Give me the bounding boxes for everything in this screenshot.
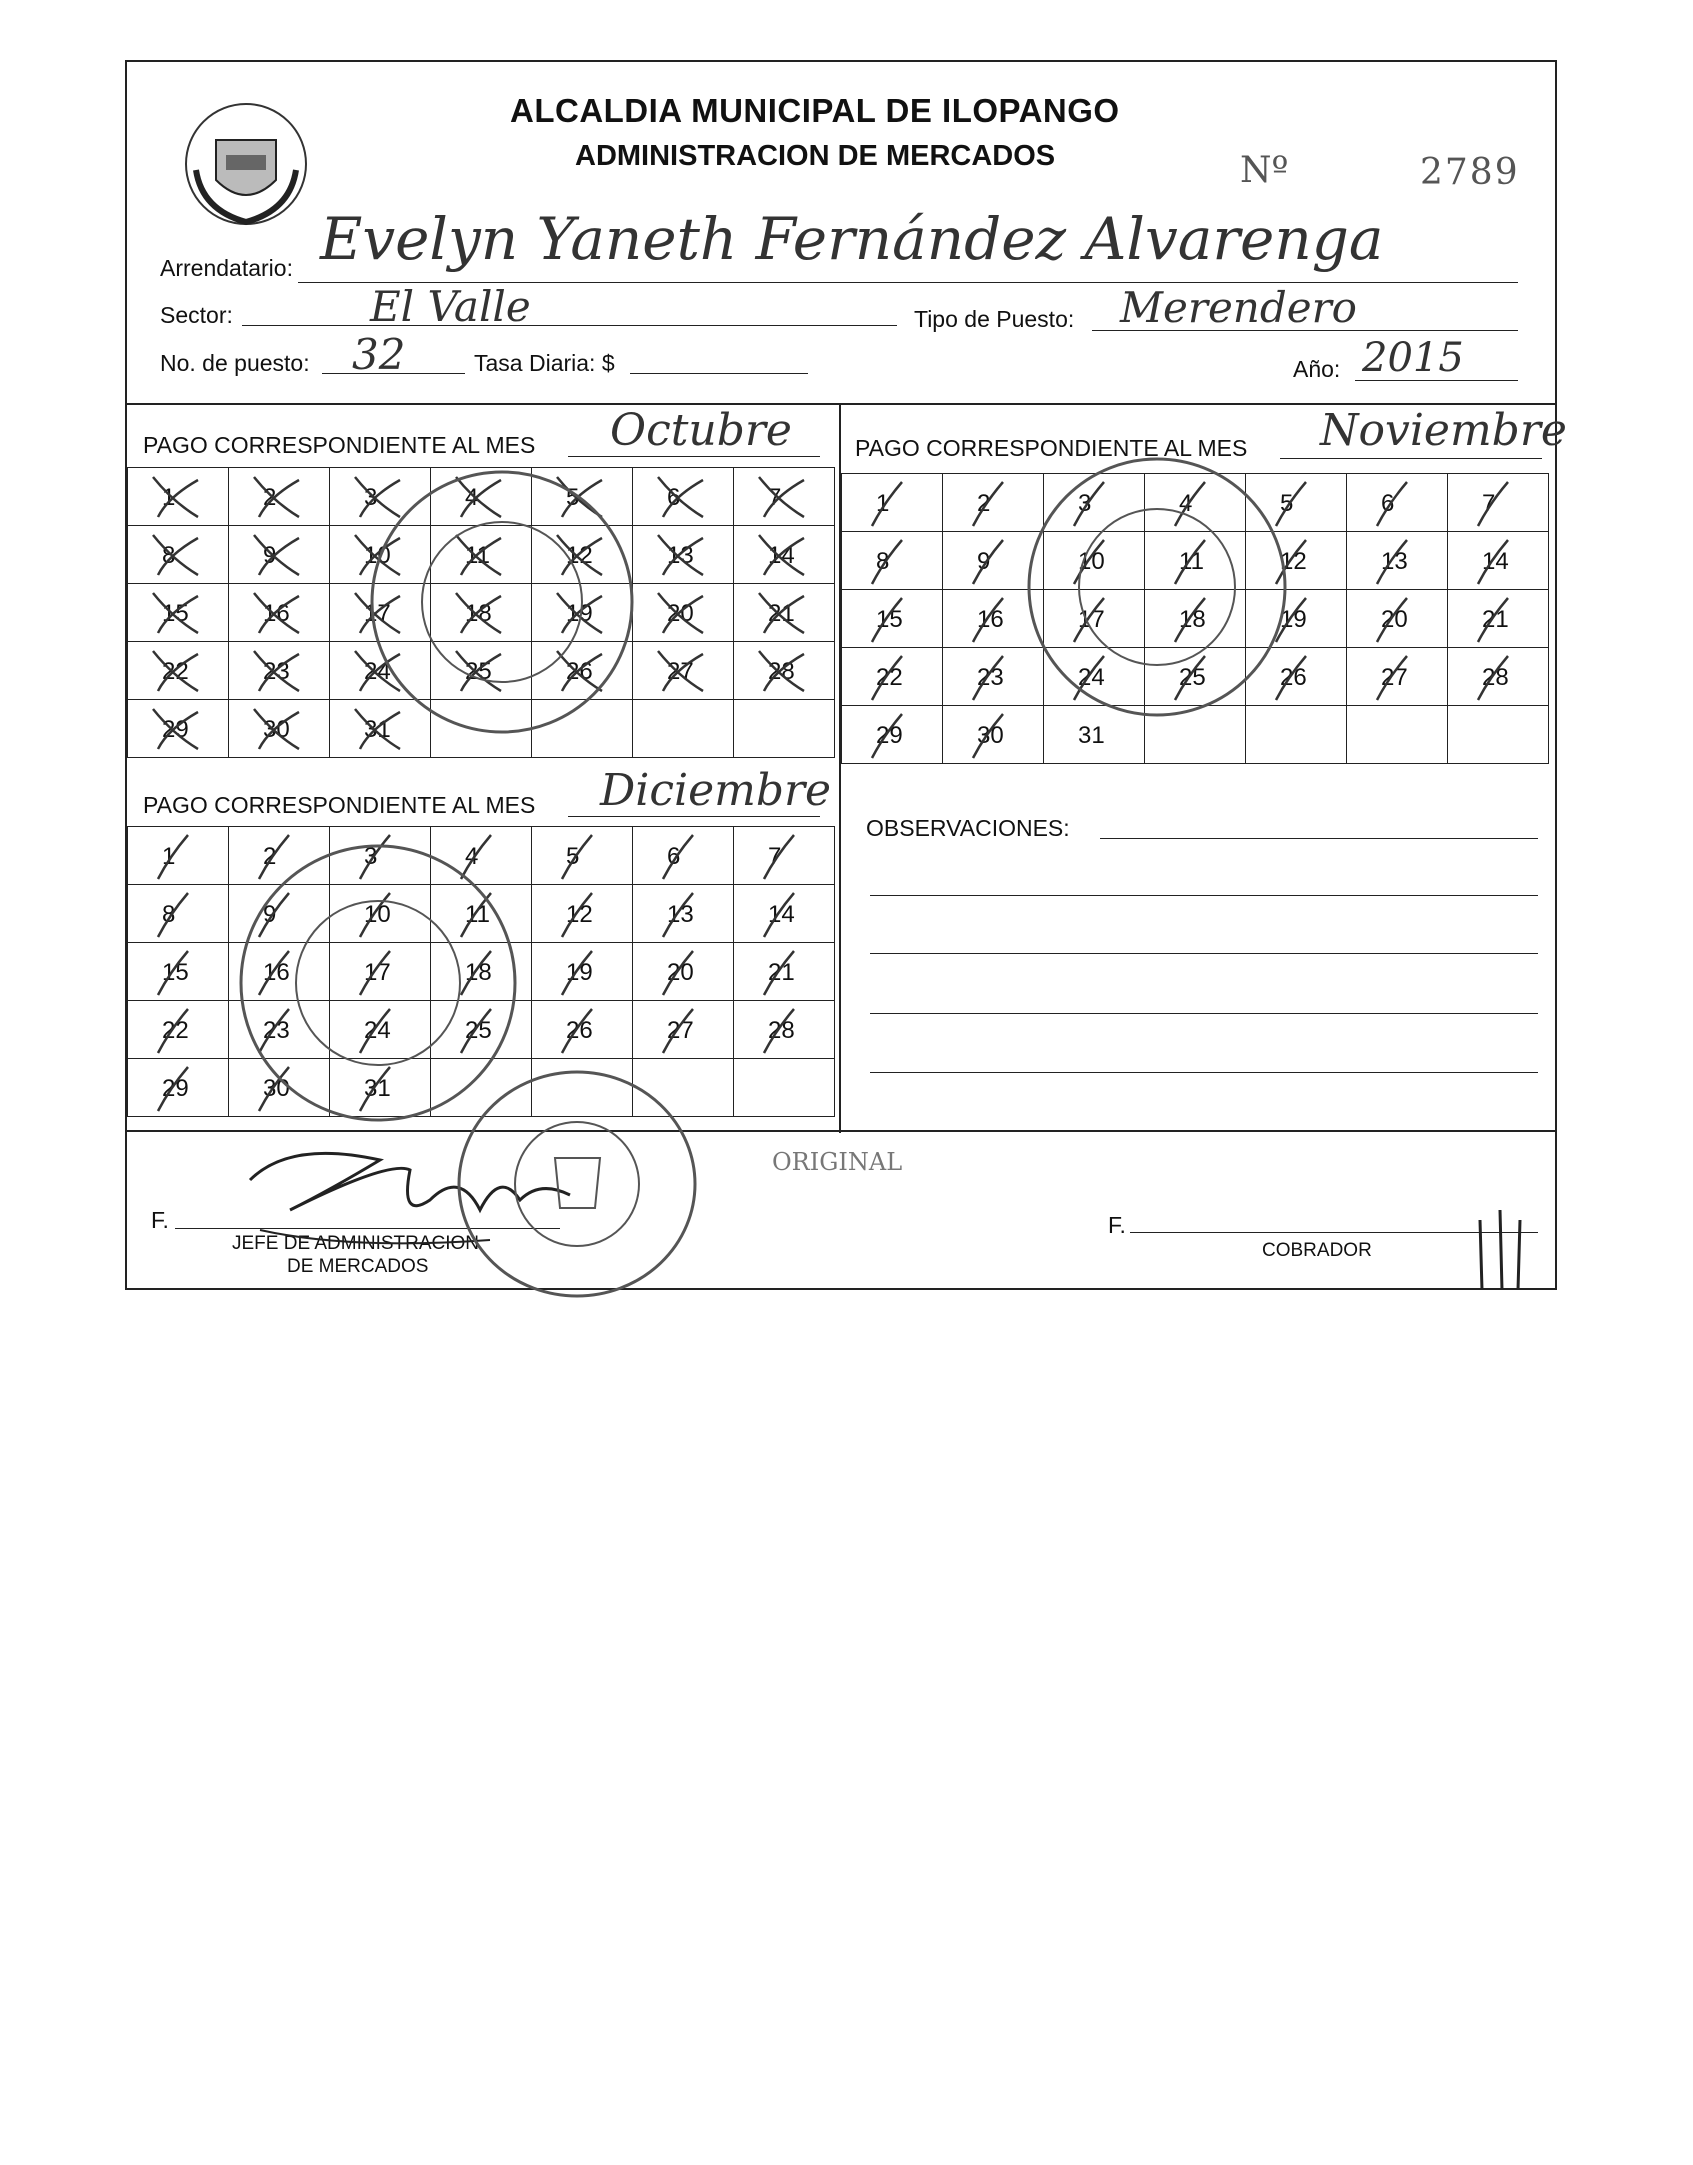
day-cell[interactable] — [1448, 648, 1549, 706]
day-number: 27 — [667, 1017, 694, 1044]
paid-mark-icon — [451, 831, 511, 881]
paid-mark-icon — [862, 536, 922, 586]
day-cell[interactable] — [128, 642, 229, 700]
day-cell[interactable] — [633, 584, 734, 642]
day-number: 30 — [263, 1075, 290, 1102]
day-cell[interactable] — [229, 1059, 330, 1117]
day-number: 24 — [364, 1017, 391, 1044]
paid-mark-icon — [148, 889, 208, 939]
day-number: 1 — [162, 843, 176, 870]
day-number: 2 — [263, 484, 277, 511]
day-cell[interactable] — [633, 1001, 734, 1059]
form-number: 2789 — [1420, 152, 1520, 193]
day-cell[interactable] — [943, 706, 1044, 764]
day-cell[interactable] — [1044, 648, 1145, 706]
day-cell[interactable] — [1145, 648, 1246, 706]
day-cell[interactable] — [1246, 648, 1347, 706]
day-cell[interactable] — [943, 474, 1044, 532]
day-cell[interactable] — [633, 526, 734, 584]
day-number: 20 — [667, 600, 694, 627]
paid-mark-icon — [653, 831, 713, 881]
observaciones-line-5[interactable] — [870, 1072, 1538, 1073]
day-cell[interactable] — [842, 474, 943, 532]
day-cell[interactable] — [431, 526, 532, 584]
day-cell[interactable] — [1246, 532, 1347, 590]
day-cell[interactable] — [532, 584, 633, 642]
day-number: 14 — [768, 901, 795, 928]
calendar-row — [842, 648, 1549, 706]
calendar-row — [128, 943, 835, 1001]
paid-mark-icon — [1367, 478, 1427, 528]
calendar-row — [128, 526, 835, 584]
original-watermark: ORIGINAL — [772, 1148, 903, 1176]
day-number: 10 — [364, 901, 391, 928]
day-cell[interactable] — [431, 827, 532, 885]
day-cell[interactable] — [943, 648, 1044, 706]
jefe-title: JEFE DE ADMINISTRACION — [232, 1233, 480, 1254]
day-number: 24 — [1078, 664, 1105, 691]
day-number: 22 — [876, 664, 903, 691]
month-oct-value[interactable]: Octubre — [610, 405, 792, 456]
day-number: 31 — [364, 716, 391, 743]
month-oct-line — [568, 456, 820, 457]
day-number: 7 — [768, 843, 782, 870]
calendar-dec — [127, 826, 835, 1117]
day-number: 23 — [263, 1017, 290, 1044]
day-number: 15 — [876, 606, 903, 633]
day-number: 17 — [364, 600, 391, 627]
day-cell[interactable] — [128, 700, 229, 758]
day-cell[interactable] — [1044, 706, 1145, 764]
day-cell[interactable] — [734, 700, 835, 758]
day-number: 4 — [465, 843, 479, 870]
day-cell[interactable] — [842, 648, 943, 706]
day-cell[interactable] — [431, 642, 532, 700]
paid-mark-icon — [249, 472, 309, 522]
day-number: 8 — [162, 901, 176, 928]
day-number: 19 — [1280, 606, 1307, 633]
day-number: 10 — [1078, 548, 1105, 575]
day-cell[interactable] — [532, 642, 633, 700]
month-dec-value[interactable]: Diciembre — [600, 765, 832, 816]
firma-cobrador-label: F. — [1108, 1212, 1126, 1238]
observaciones-line-4[interactable] — [870, 1013, 1538, 1014]
calendar-row — [842, 532, 1549, 590]
day-cell[interactable] — [532, 1059, 633, 1117]
day-cell[interactable] — [1145, 590, 1246, 648]
month-dec-line — [568, 816, 820, 817]
day-cell[interactable] — [1246, 590, 1347, 648]
day-number: 28 — [1482, 664, 1509, 691]
day-number: 3 — [364, 484, 378, 511]
day-cell[interactable] — [633, 642, 734, 700]
day-cell[interactable] — [431, 885, 532, 943]
day-cell[interactable] — [633, 943, 734, 1001]
month-nov-label: PAGO CORRESPONDIENTE AL MES — [855, 435, 1248, 461]
day-cell[interactable] — [842, 590, 943, 648]
observaciones-line-2[interactable] — [870, 895, 1538, 896]
paid-mark-icon — [148, 530, 208, 580]
day-number: 11 — [465, 901, 490, 928]
day-number: 25 — [465, 658, 492, 685]
day-number: 28 — [768, 658, 795, 685]
number-label: Nº — [1240, 150, 1289, 191]
page-subtitle: ADMINISTRACION DE MERCADOS — [575, 140, 1056, 172]
day-cell[interactable] — [734, 1059, 835, 1117]
day-cell[interactable] — [734, 827, 835, 885]
day-number: 3 — [364, 843, 378, 870]
day-number: 2 — [263, 843, 277, 870]
day-cell[interactable] — [1448, 474, 1549, 532]
day-number: 17 — [1078, 606, 1105, 633]
day-cell[interactable] — [330, 885, 431, 943]
day-cell[interactable] — [734, 943, 835, 1001]
day-number: 7 — [768, 484, 782, 511]
day-cell[interactable] — [229, 700, 330, 758]
day-number: 20 — [1381, 606, 1408, 633]
day-number: 21 — [768, 600, 795, 627]
day-cell[interactable] — [229, 885, 330, 943]
firma-jefe-line[interactable] — [175, 1228, 560, 1229]
day-cell[interactable] — [128, 526, 229, 584]
day-cell[interactable] — [734, 1001, 835, 1059]
day-cell[interactable] — [1246, 706, 1347, 764]
day-number: 18 — [465, 959, 492, 986]
day-cell[interactable] — [431, 943, 532, 1001]
day-cell[interactable] — [734, 584, 835, 642]
day-number: 18 — [1179, 606, 1206, 633]
day-cell[interactable] — [734, 468, 835, 526]
day-number: 20 — [667, 959, 694, 986]
day-cell[interactable] — [431, 700, 532, 758]
paid-mark-icon — [1266, 478, 1326, 528]
arrendatario-label: Arrendatario: — [160, 255, 293, 281]
day-cell[interactable] — [532, 700, 633, 758]
day-cell[interactable] — [633, 700, 734, 758]
day-number: 2 — [977, 490, 991, 517]
paid-mark-icon — [862, 478, 922, 528]
anio-value[interactable]: 2015 — [1362, 335, 1464, 381]
day-cell[interactable] — [1347, 648, 1448, 706]
puesto-value[interactable]: 32 — [352, 330, 406, 379]
day-cell[interactable] — [943, 590, 1044, 648]
calendar-row — [128, 827, 835, 885]
day-number: 18 — [465, 600, 492, 627]
day-cell[interactable] — [734, 526, 835, 584]
paid-mark-icon — [653, 472, 713, 522]
cobrador-title: COBRADOR — [1262, 1240, 1372, 1261]
observaciones-line-1[interactable] — [1100, 838, 1538, 839]
calendar-row — [842, 590, 1549, 648]
day-cell[interactable] — [431, 1001, 532, 1059]
day-cell[interactable] — [330, 584, 431, 642]
day-cell[interactable] — [330, 1001, 431, 1059]
day-cell[interactable] — [532, 943, 633, 1001]
day-number: 31 — [1078, 722, 1105, 749]
anio-label: Año: — [1293, 356, 1341, 382]
paid-mark-icon — [249, 530, 309, 580]
day-number: 13 — [667, 542, 694, 569]
day-number: 21 — [768, 959, 795, 986]
paid-mark-icon — [754, 831, 814, 881]
day-number: 29 — [876, 722, 903, 749]
tasa-label: Tasa Diaria: $ — [474, 350, 615, 376]
day-cell[interactable] — [330, 700, 431, 758]
day-number: 19 — [566, 959, 593, 986]
day-number: 8 — [876, 548, 890, 575]
day-number: 31 — [364, 1075, 391, 1102]
day-number: 16 — [263, 959, 290, 986]
paid-mark-icon — [552, 472, 612, 522]
paid-mark-icon — [1468, 478, 1528, 528]
day-number: 27 — [1381, 664, 1408, 691]
firma-jefe-label: F. — [151, 1207, 169, 1233]
day-cell[interactable] — [128, 468, 229, 526]
firma-cobrador-line[interactable] — [1130, 1232, 1538, 1233]
day-cell[interactable] — [1347, 532, 1448, 590]
paid-mark-icon — [963, 478, 1023, 528]
calendar-row — [842, 474, 1549, 532]
jefe-title-2: DE MERCADOS — [287, 1256, 429, 1277]
municipal-seal-icon — [182, 100, 310, 228]
day-cell[interactable] — [431, 584, 532, 642]
day-number: 12 — [1280, 548, 1307, 575]
day-cell[interactable] — [1145, 706, 1246, 764]
month-dec-label: PAGO CORRESPONDIENTE AL MES — [143, 792, 536, 818]
tasa-line[interactable] — [630, 373, 808, 374]
day-cell[interactable] — [330, 943, 431, 1001]
day-cell[interactable] — [842, 532, 943, 590]
day-number: 25 — [465, 1017, 492, 1044]
day-number: 10 — [364, 542, 391, 569]
day-cell[interactable] — [1246, 474, 1347, 532]
sector-line — [242, 325, 897, 326]
day-number: 30 — [977, 722, 1004, 749]
paid-mark-icon — [249, 831, 309, 881]
day-cell[interactable] — [1145, 474, 1246, 532]
paid-mark-icon — [451, 472, 511, 522]
day-number: 27 — [667, 658, 694, 685]
day-number: 28 — [768, 1017, 795, 1044]
calendar-row — [842, 706, 1549, 764]
day-number: 16 — [977, 606, 1004, 633]
day-cell[interactable] — [128, 827, 229, 885]
day-number: 14 — [768, 542, 795, 569]
day-number: 5 — [1280, 490, 1294, 517]
day-number: 17 — [364, 959, 391, 986]
day-number: 9 — [263, 901, 277, 928]
day-cell[interactable] — [229, 584, 330, 642]
puesto-label: No. de puesto: — [160, 350, 310, 376]
day-number: 12 — [566, 901, 593, 928]
day-number: 7 — [1482, 490, 1496, 517]
day-number: 26 — [566, 658, 593, 685]
day-cell[interactable] — [532, 827, 633, 885]
day-cell[interactable] — [229, 943, 330, 1001]
day-cell[interactable] — [330, 642, 431, 700]
day-number: 5 — [566, 484, 580, 511]
day-cell[interactable] — [229, 1001, 330, 1059]
observaciones-line-3[interactable] — [870, 953, 1538, 954]
day-cell[interactable] — [633, 885, 734, 943]
day-cell[interactable] — [633, 1059, 734, 1117]
day-number: 21 — [1482, 606, 1509, 633]
tipo-label: Tipo de Puesto: — [914, 306, 1075, 332]
day-cell[interactable] — [1347, 706, 1448, 764]
month-oct-label: PAGO CORRESPONDIENTE AL MES — [143, 432, 536, 458]
day-number: 4 — [1179, 490, 1193, 517]
calendar-nov — [841, 473, 1549, 764]
day-number: 1 — [876, 490, 890, 517]
day-cell[interactable] — [128, 1059, 229, 1117]
day-cell[interactable] — [330, 526, 431, 584]
day-number: 4 — [465, 484, 479, 511]
day-cell[interactable] — [943, 532, 1044, 590]
paid-mark-icon — [350, 831, 410, 881]
day-cell[interactable] — [1044, 474, 1145, 532]
day-cell[interactable] — [128, 1001, 229, 1059]
sector-label: Sector: — [160, 302, 233, 328]
day-number: 11 — [465, 542, 490, 569]
day-cell[interactable] — [128, 943, 229, 1001]
day-cell[interactable] — [431, 1059, 532, 1117]
calendar-row — [128, 700, 835, 758]
day-number: 24 — [364, 658, 391, 685]
day-number: 26 — [1280, 664, 1307, 691]
paid-mark-icon — [249, 889, 309, 939]
day-number: 12 — [566, 542, 593, 569]
paid-mark-icon — [148, 472, 208, 522]
day-number: 3 — [1078, 490, 1092, 517]
paid-mark-icon — [754, 472, 814, 522]
day-cell[interactable] — [532, 885, 633, 943]
day-number: 6 — [1381, 490, 1395, 517]
day-number: 16 — [263, 600, 290, 627]
day-number: 19 — [566, 600, 593, 627]
day-cell[interactable] — [1448, 532, 1549, 590]
day-cell[interactable] — [330, 827, 431, 885]
arrendatario-value[interactable]: Evelyn Yaneth Fernández Alvarenga — [320, 205, 1384, 273]
day-cell[interactable] — [532, 526, 633, 584]
day-cell[interactable] — [229, 642, 330, 700]
day-number: 5 — [566, 843, 580, 870]
day-number: 23 — [977, 664, 1004, 691]
day-number: 9 — [977, 548, 991, 575]
calendar-row — [128, 1001, 835, 1059]
day-number: 25 — [1179, 664, 1206, 691]
day-cell[interactable] — [532, 1001, 633, 1059]
day-number: 9 — [263, 542, 277, 569]
day-cell[interactable] — [229, 827, 330, 885]
day-cell[interactable] — [1448, 590, 1549, 648]
day-number: 14 — [1482, 548, 1509, 575]
day-cell[interactable] — [532, 468, 633, 526]
calendar-row — [128, 468, 835, 526]
day-cell[interactable] — [330, 1059, 431, 1117]
day-cell[interactable] — [633, 468, 734, 526]
day-number: 6 — [667, 484, 681, 511]
paid-mark-icon — [963, 536, 1023, 586]
calendar-oct — [127, 467, 835, 758]
day-cell[interactable] — [229, 526, 330, 584]
day-cell[interactable] — [842, 706, 943, 764]
paid-mark-icon — [552, 831, 612, 881]
paid-mark-icon — [1064, 478, 1124, 528]
day-cell[interactable] — [1044, 532, 1145, 590]
day-cell[interactable] — [734, 885, 835, 943]
day-number: 8 — [162, 542, 176, 569]
day-number: 11 — [1179, 548, 1204, 575]
day-number: 29 — [162, 1075, 189, 1102]
day-cell[interactable] — [431, 468, 532, 526]
day-cell[interactable] — [128, 885, 229, 943]
sector-value[interactable]: El Valle — [370, 282, 531, 331]
calendar-row — [128, 642, 835, 700]
month-nov-value[interactable]: Noviembre — [1320, 405, 1567, 456]
day-number: 6 — [667, 843, 681, 870]
paid-mark-icon — [148, 831, 208, 881]
footer-divider — [125, 1130, 1557, 1132]
day-cell[interactable] — [330, 468, 431, 526]
calendar-row — [128, 885, 835, 943]
day-cell[interactable] — [128, 584, 229, 642]
day-number: 13 — [1381, 548, 1408, 575]
day-number: 22 — [162, 1017, 189, 1044]
page-title: ALCALDIA MUNICIPAL DE ILOPANGO — [510, 92, 1120, 129]
paid-mark-icon — [350, 472, 410, 522]
day-cell[interactable] — [1448, 706, 1549, 764]
day-cell[interactable] — [1044, 590, 1145, 648]
day-number: 22 — [162, 658, 189, 685]
day-number: 30 — [263, 716, 290, 743]
month-nov-line — [1280, 458, 1542, 459]
day-cell[interactable] — [1347, 590, 1448, 648]
day-number: 13 — [667, 901, 694, 928]
day-number: 15 — [162, 959, 189, 986]
tipo-value[interactable]: Merendero — [1120, 283, 1357, 332]
day-number: 15 — [162, 600, 189, 627]
paid-mark-icon — [1165, 478, 1225, 528]
day-cell[interactable] — [1145, 532, 1246, 590]
day-number: 29 — [162, 716, 189, 743]
observaciones-label: OBSERVACIONES: — [866, 815, 1070, 841]
day-cell[interactable] — [1347, 474, 1448, 532]
day-cell[interactable] — [734, 642, 835, 700]
day-number: 1 — [162, 484, 176, 511]
day-number: 23 — [263, 658, 290, 685]
day-cell[interactable] — [229, 468, 330, 526]
day-cell[interactable] — [633, 827, 734, 885]
day-number: 26 — [566, 1017, 593, 1044]
calendar-row — [128, 1059, 835, 1117]
calendar-row — [128, 584, 835, 642]
